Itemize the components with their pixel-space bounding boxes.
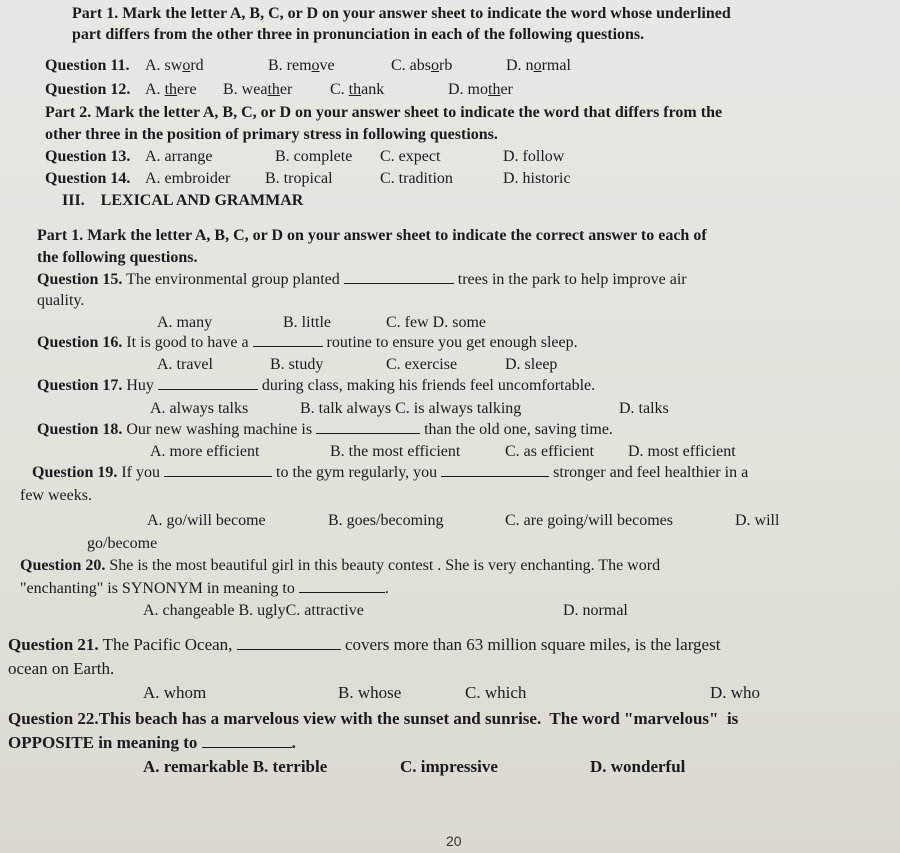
question-17-blank bbox=[158, 377, 258, 390]
q21-option-a: A. whom bbox=[143, 683, 207, 702]
question-14 bbox=[45, 170, 571, 188]
q18-option-a: A. more efficient bbox=[150, 443, 260, 460]
q22-option-c: C. impressive bbox=[400, 757, 498, 776]
section-heading-lexical-grammar: III. LEXICAL AND GRAMMAR bbox=[62, 192, 304, 209]
question-19-text-before: If you bbox=[121, 464, 160, 481]
q19-option-b: B. goes/becoming bbox=[328, 512, 444, 529]
q19-option-d-cont: go/become bbox=[87, 535, 158, 552]
q15-option-b: B. little bbox=[283, 314, 331, 331]
question-19-blank-1 bbox=[164, 464, 272, 477]
question-21-stem bbox=[8, 636, 720, 654]
question-22-stem bbox=[8, 710, 738, 728]
q14-option-d: D. historic bbox=[503, 170, 571, 187]
q14-option-c: C. tradition bbox=[380, 170, 453, 187]
question-16-blank bbox=[253, 334, 323, 347]
q18-option-b: B. the most efficient bbox=[330, 443, 461, 460]
question-18-blank bbox=[316, 421, 420, 434]
question-22-stem-line2 bbox=[8, 734, 296, 752]
question-19-stem bbox=[32, 464, 748, 482]
question-18-text-before: Our new washing machine is bbox=[126, 421, 313, 438]
question-17-stem bbox=[37, 377, 595, 395]
question-12 bbox=[45, 81, 513, 99]
q12-option-a: A. there bbox=[145, 81, 197, 98]
q20-option-a-b-c: A. changeable B. uglyC. attractive bbox=[143, 602, 364, 619]
q22-option-a-b: A. remarkable B. terrible bbox=[143, 757, 328, 776]
question-15-text-after: trees in the park to help improve air bbox=[457, 271, 687, 288]
part2-heading-line1: Part 2. Mark the letter A, B, C, or D on your answer sheet to indicate the word that differs from the bbox=[45, 104, 723, 121]
question-20-text-after: . bbox=[384, 580, 389, 597]
question-15-text-before: The environmental group planted bbox=[126, 271, 340, 288]
question-20-blank bbox=[299, 580, 385, 593]
question-21-label: Question 21. bbox=[8, 635, 99, 654]
question-19-label: Question 19. bbox=[32, 464, 118, 481]
question-20-stem-line2 bbox=[20, 580, 389, 598]
lexical-part1-heading-line2: the following questions. bbox=[37, 249, 198, 266]
q17-option-d: D. talks bbox=[619, 400, 669, 417]
question-18-label: Question 18. bbox=[37, 421, 123, 438]
q21-option-b: B. whose bbox=[338, 683, 402, 702]
question-22-text-before: OPPOSITE in meaning to bbox=[8, 733, 198, 752]
q15-option-a: A. many bbox=[157, 314, 213, 331]
question-21-text-before: The Pacific Ocean, bbox=[102, 635, 233, 654]
question-16-label: Question 16. bbox=[37, 334, 123, 351]
question-19-blank-2 bbox=[441, 464, 549, 477]
question-16-text-after: routine to ensure you get enough sleep. bbox=[326, 334, 578, 351]
question-14-label: Question 14. bbox=[45, 170, 131, 187]
lexical-part1-heading-line1: Part 1. Mark the letter A, B, C, or D on your answer sheet to indicate the correct answer to each of bbox=[37, 227, 707, 244]
q17-option-a: A. always talks bbox=[150, 400, 249, 417]
q12-option-c: C. thank bbox=[330, 81, 385, 98]
q16-option-b: B. study bbox=[270, 356, 324, 373]
question-22-label: Question 22. bbox=[8, 709, 99, 728]
page-number: 20 bbox=[446, 833, 462, 849]
q22-option-d: D. wonderful bbox=[590, 757, 686, 776]
q15-option-c-d: C. few D. some bbox=[386, 314, 486, 331]
q13-option-a: A. arrange bbox=[145, 148, 213, 165]
question-13-label: Question 13. bbox=[45, 148, 131, 165]
q16-option-c: C. exercise bbox=[386, 356, 458, 373]
question-20-text: She is the most beautiful girl in this beauty contest . She is very enchanting. The word bbox=[109, 557, 661, 574]
question-15-stem-cont: quality. bbox=[37, 292, 85, 309]
q19-option-c: C. are going/will becomes bbox=[505, 512, 673, 529]
question-17-text-after: during class, making his friends feel uncomfortable. bbox=[261, 377, 596, 394]
q13-option-c: C. expect bbox=[380, 148, 441, 165]
question-13 bbox=[45, 148, 565, 166]
q13-option-d: D. follow bbox=[503, 148, 565, 165]
q21-option-c: C. which bbox=[465, 683, 527, 702]
question-20-stem bbox=[20, 557, 660, 575]
question-11-label: Question 11. bbox=[45, 57, 130, 74]
q19-option-a: A. go/will become bbox=[147, 512, 266, 529]
q12-option-b: B. weather bbox=[223, 81, 293, 98]
question-21-text-after: covers more than 63 million square miles, is the largest bbox=[344, 635, 721, 654]
part1-heading-line2: part differs from the other three in pronunciation in each of the following questions. bbox=[72, 26, 645, 43]
question-20-label: Question 20. bbox=[20, 557, 106, 574]
q17-option-b-c: B. talk always C. is always talking bbox=[300, 400, 522, 417]
q18-option-c: C. as efficient bbox=[505, 443, 595, 460]
question-12-label: Question 12. bbox=[45, 81, 131, 98]
question-17-label: Question 17. bbox=[37, 377, 123, 394]
q13-option-b: B. complete bbox=[275, 148, 353, 165]
question-16-text-before: It is good to have a bbox=[126, 334, 249, 351]
q16-option-a: A. travel bbox=[157, 356, 213, 373]
question-19-text-middle: to the gym regularly, you bbox=[276, 464, 438, 481]
part1-heading-line1: Part 1. Mark the letter A, B, C, or D on your answer sheet to indicate the word whose underlined bbox=[72, 5, 731, 22]
q20-option-d: D. normal bbox=[563, 602, 628, 619]
q11-option-d: D. normal bbox=[506, 57, 571, 74]
q18-option-d: D. most efficient bbox=[628, 443, 736, 460]
question-20-text-before: "enchanting" is SYNONYM in meaning to bbox=[20, 580, 295, 597]
question-15-stem bbox=[37, 271, 687, 289]
q19-option-d: D. will bbox=[735, 512, 780, 529]
question-22-text-after: . bbox=[291, 733, 296, 752]
q14-option-a: A. embroider bbox=[145, 170, 231, 187]
q21-option-d: D. who bbox=[710, 683, 761, 702]
question-15-blank bbox=[344, 271, 454, 284]
question-15-label: Question 15. bbox=[37, 271, 123, 288]
q11-option-c: C. absorb bbox=[391, 57, 453, 74]
q12-option-d: D. mother bbox=[448, 81, 513, 98]
q11-option-a: A. sword bbox=[145, 57, 204, 74]
question-19-text-after: stronger and feel healthier in a bbox=[553, 464, 749, 481]
question-11 bbox=[45, 57, 571, 75]
part2-heading-line2: other three in the position of primary stress in following questions. bbox=[45, 126, 498, 143]
question-19-stem-cont: few weeks. bbox=[20, 487, 92, 504]
question-22-text: This beach has a marvelous view with the sunset and sunrise. The word "marvelous" is bbox=[98, 709, 739, 728]
question-21-blank bbox=[237, 637, 341, 650]
q14-option-b: B. tropical bbox=[265, 170, 333, 187]
question-22-blank bbox=[202, 735, 292, 748]
question-21-stem-cont: ocean on Earth. bbox=[8, 659, 115, 678]
q11-option-b: B. remove bbox=[268, 57, 335, 74]
question-16-stem bbox=[37, 334, 578, 352]
question-18-stem bbox=[37, 421, 613, 439]
question-18-text-after: than the old one, saving time. bbox=[424, 421, 613, 438]
q16-option-d: D. sleep bbox=[505, 356, 558, 373]
question-17-text-before: Huy bbox=[126, 377, 154, 394]
